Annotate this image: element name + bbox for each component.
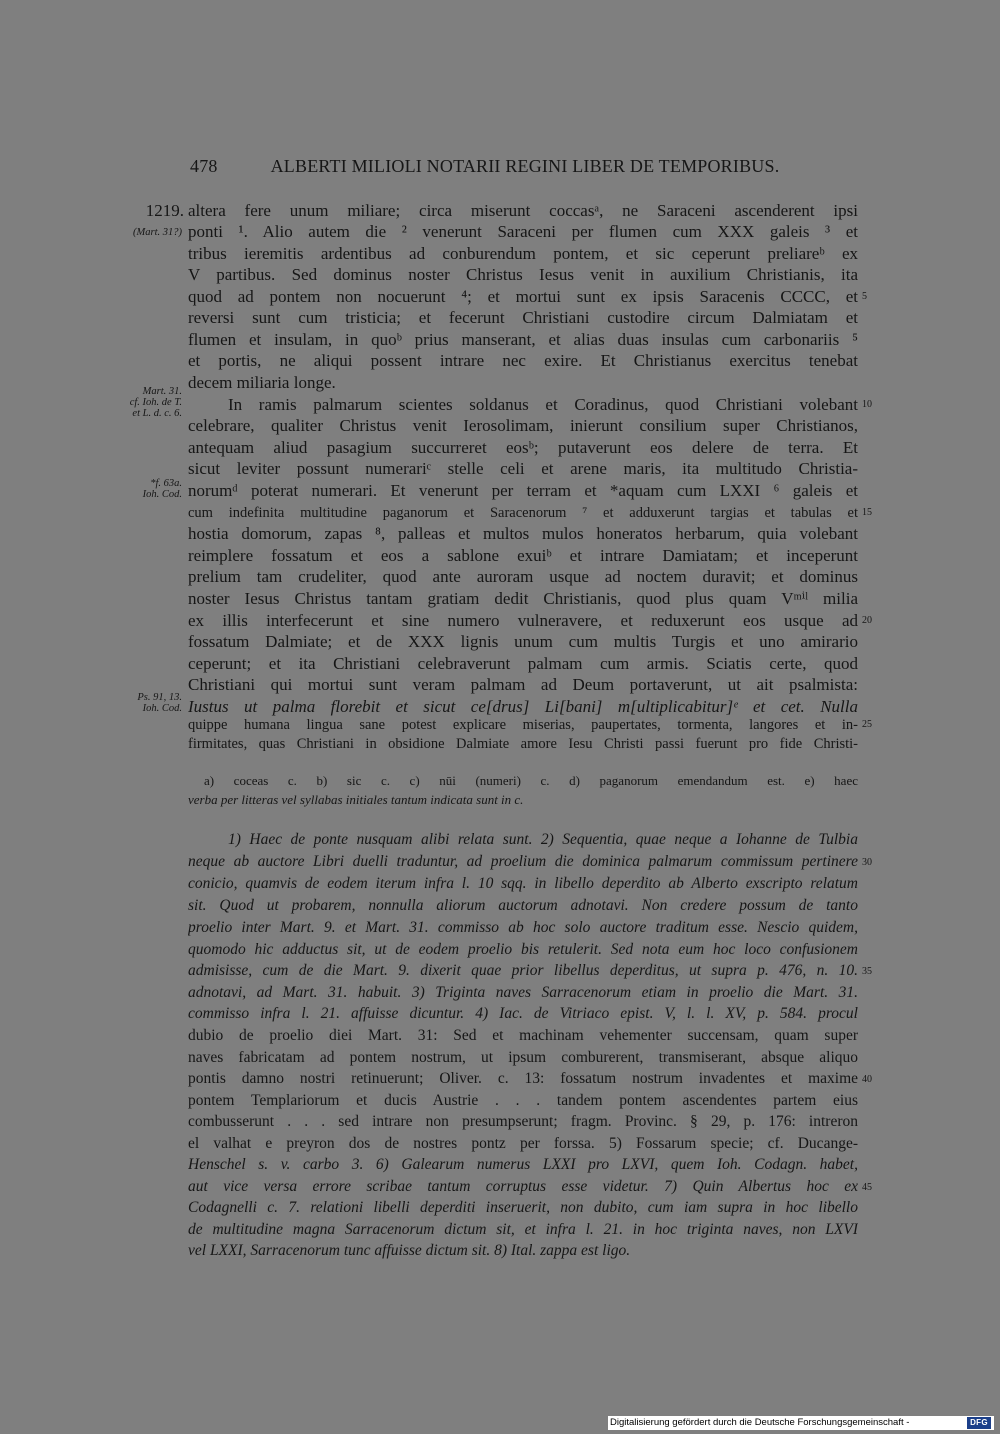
running-title: ALBERTI MILIOLI NOTARII REGINI LIBER DE TEMPORIBUS.: [270, 156, 780, 176]
line-number: 30: [862, 857, 872, 868]
text-line: ceperunt; et ita Christiani celebraverunt palmam cum armis. Sciatis certe, quod: [188, 654, 858, 673]
text-line: tribus ieremitis ardentibus ad conburendum pontem, et sic ceperunt preliareᵇ ex: [188, 244, 858, 263]
text-line: quod ad pontem non nocuerunt ⁴; et mortui sunt ex ipsis Saracenis CCCC, et: [188, 287, 858, 306]
margin-year: 1219.: [145, 201, 184, 220]
apparatus-line: a) coceas c. b) sic c. c) nūi (numeri) c. d) paganorum emendandum est. e) haec: [204, 773, 858, 788]
line-number: 35: [862, 966, 872, 977]
page-number: 478: [190, 156, 218, 176]
funding-footer: [608, 1416, 994, 1430]
line-number: 15: [862, 507, 872, 518]
footnote-line: conicio, quamvis de eodem iterum infra l. 10 sqq. in libello deperdito ab Alberto exscripto relatum: [188, 875, 858, 892]
text-line: altera fere unum miliare; circa miserunt coccasᵃ, ne Saraceni ascenderent ipsi: [188, 201, 858, 220]
footnote-line: vel LXXI, Sarracenorum tunc affuisse dictum sit. 8) Ital. zappa est ligo.: [188, 1242, 631, 1259]
footnote-line: combusserunt . . . sed intrare non presumpserunt; fragm. Provinc. § 29, p. 176: intreron: [188, 1113, 858, 1130]
footnote-line: neque ab auctore Libri duelli traduntur, ad proelium die dominica palmarum commissum pertinere: [188, 853, 858, 870]
text-line-psalm: Iustus ut palma florebit et sicut ce[drus] Li[bani] m[ultiplicabitur]ᵉ et cet. Nulla: [188, 697, 858, 716]
running-header: [190, 156, 860, 180]
line-number: 40: [862, 1074, 872, 1085]
apparatus-line: verba per litteras vel syllabas initiales tantum indicata sunt in c.: [188, 792, 524, 807]
margin-note-source: Ioh. Cod.: [142, 489, 182, 500]
margin-note-source: cf. Ioh. de T.: [129, 397, 182, 408]
text-line: firmitates, quas Christiani in obsidione Dalmiate amore Iesu Christi passi fuerunt pro fide Christi-: [188, 736, 858, 752]
text-line: sicut leviter possunt numerariᶜ stelle celi et arene maris, ita multitudo Christia-: [188, 459, 858, 478]
margin-note-source: Ioh. Cod.: [142, 703, 182, 714]
margin-note-date: Mart. 31.: [142, 386, 182, 397]
text-line: et portis, ne aliqui possent intrare nec exire. Et Christianus exercitus tenebat: [188, 351, 858, 370]
text-line: ponti ¹. Alio autem die ² venerunt Saraceni per flumen cum XXX galeis ³ et: [188, 222, 858, 241]
footnote-line: naves fabricatam ad pontem nostrum, ut ipsum comburerent, transmiserant, absque aliquo: [188, 1049, 858, 1066]
text-line: antequam aliud pasagium succurreret eosᵇ; putaverunt eos delere de terra. Et: [188, 438, 858, 457]
text-line: noster Iesus Christus tantam gratiam dedit Christianis, quod plus quam Vᵐⁱˡ milia: [188, 589, 858, 608]
text-line: V partibus. Sed dominus noster Christus Iesus venit in auxilium Christianis, ita: [188, 265, 858, 284]
footnote-line: pontem Templariorum et ducis Austrie . . . tandem pontem ascendentes partem eius: [188, 1092, 858, 1109]
margin-note-psalm: Ps. 91, 13.: [137, 692, 182, 703]
line-number: 20: [862, 615, 872, 626]
text-line: flumen et insulam, in quoᵇ prius manserant, et alias duas insulas cum carbonariis ⁵: [188, 330, 858, 349]
footnote-line: de multitudine magna Sarracenorum dictum sit, et infra l. 21. in hoc triginta naves, non LXVI: [188, 1221, 858, 1238]
text-line: reimplere fossatum et eos a sablone exuiᵇ et intrare Damiatam; et inceperunt: [188, 546, 858, 565]
text-line: fossatum Dalmiate; et de XXX lignis unum cum multis Turgis et uno amirario: [188, 632, 858, 651]
footnote-line: proelio inter Mart. 9. et Mart. 31. commisso ab hoc solo auctore traditum esse. Nescio quidem,: [188, 919, 858, 936]
line-number: 25: [862, 719, 872, 730]
footnote-line: Codagnelli c. 7. relationi libelli deperditi inseruerit, non dubito, cum iam supra in hoc libello: [188, 1199, 858, 1216]
line-number: 45: [862, 1182, 872, 1193]
margin-note-folio: *f. 63a.: [150, 478, 182, 489]
footnote-line: Henschel s. v. carbo 3. 6) Galearum numerus LXXI pro LXVI, quem Ioh. Codagn. habet,: [188, 1156, 858, 1173]
footnote-line: aut vice versa errore scribae tantum corruptus esse videtur. 7) Quin Albertus hoc ex: [188, 1178, 858, 1195]
margin-note-date: (Mart. 31?): [133, 227, 182, 238]
footnote-line: 1) Haec de ponte nusquam alibi relata sunt. 2) Sequentia, quae neque a Iohanne de Tulbia: [228, 831, 858, 848]
footnote-line: admisisse, cum de die Mart. 9. dixerit quae prior libellus deperditus, ut supra p. 476, n. 10.: [188, 962, 858, 979]
footnote-line: adnotavi, ad Mart. 31. habuit. 3) Triginta naves Sarracenorum etiam in proelio die Mart. 31.: [188, 984, 858, 1001]
dfg-logo-icon: DFG: [967, 1417, 991, 1429]
text-line: Christiani qui mortui sunt veram palmam ad Deum portaverunt, ut ait psalmista:: [188, 675, 858, 694]
text-line: hostia domorum, zapas ⁸, palleas et multos mulos honeratos herbarum, quia volebant: [188, 524, 858, 543]
margin-note-source: et L. d. c. 6.: [132, 408, 182, 419]
footnote-line: quomodo hic adductus sit, ut de eodem proelio bis retulerit. Sed nota eum hoc loco confusionem: [188, 941, 858, 958]
funding-text: Digitalisierung gefördert durch die Deutsche Forschungsgemeinschaft -: [610, 1417, 910, 1428]
footnote-line: el valhat e preyron dos de nostres pontz per forssa. 5) Fossarum specie; cf. Ducange-: [188, 1135, 858, 1152]
footnote-line: dubio de proelio diei Mart. 31: Sed et machinam vehementer succensam, quam super: [188, 1027, 858, 1044]
line-number: 5: [862, 291, 867, 302]
text-line: ex illis interfecerunt et sine numero vulneravere, et reduxerunt eos usque ad: [188, 611, 858, 630]
text-line: celebrare, qualiter Christus venit Ierosolimam, inierunt consilium super Christianos,: [188, 416, 858, 435]
footnote-line: sit. Quod ut probarem, nonnulla aliorum auctorum adnotavi. Non credere possum de tanto: [188, 897, 858, 914]
text-line: cum indefinita multitudine paganorum et Saracenorum ⁷ et adduxerunt targias et tabulas et: [188, 505, 858, 521]
text-line: reversi sunt cum tristicia; et fecerunt Christiani custodire circum Dalmiatam et: [188, 308, 858, 327]
footnote-line: commisso infra l. 21. affuisse dicuntur. 4) Iac. de Vitriaco epist. V, l. l. XV, p. 584. procul: [188, 1005, 858, 1022]
text-line: norumᵈ poterat numerari. Et venerunt per terram et *aquam cum LXXI ⁶ galeis et: [188, 481, 858, 500]
text-line: prelium tam crudeliter, quod ante auroram usque ad noctem duravit; et dominus: [188, 567, 858, 586]
text-line: decem miliaria longe.: [188, 373, 336, 392]
text-line: In ramis palmarum scientes soldanus et Coradinus, quod Christiani volebant: [228, 395, 858, 414]
line-number: 10: [862, 399, 872, 410]
footnote-line: pontis damno nostri retinuerunt; Oliver. c. 13: fossatum nostrum invadentes et maxime: [188, 1070, 858, 1087]
text-line: quippe humana lingua sane potest explicare miserias, paupertates, tormenta, langores et in-: [188, 717, 858, 733]
